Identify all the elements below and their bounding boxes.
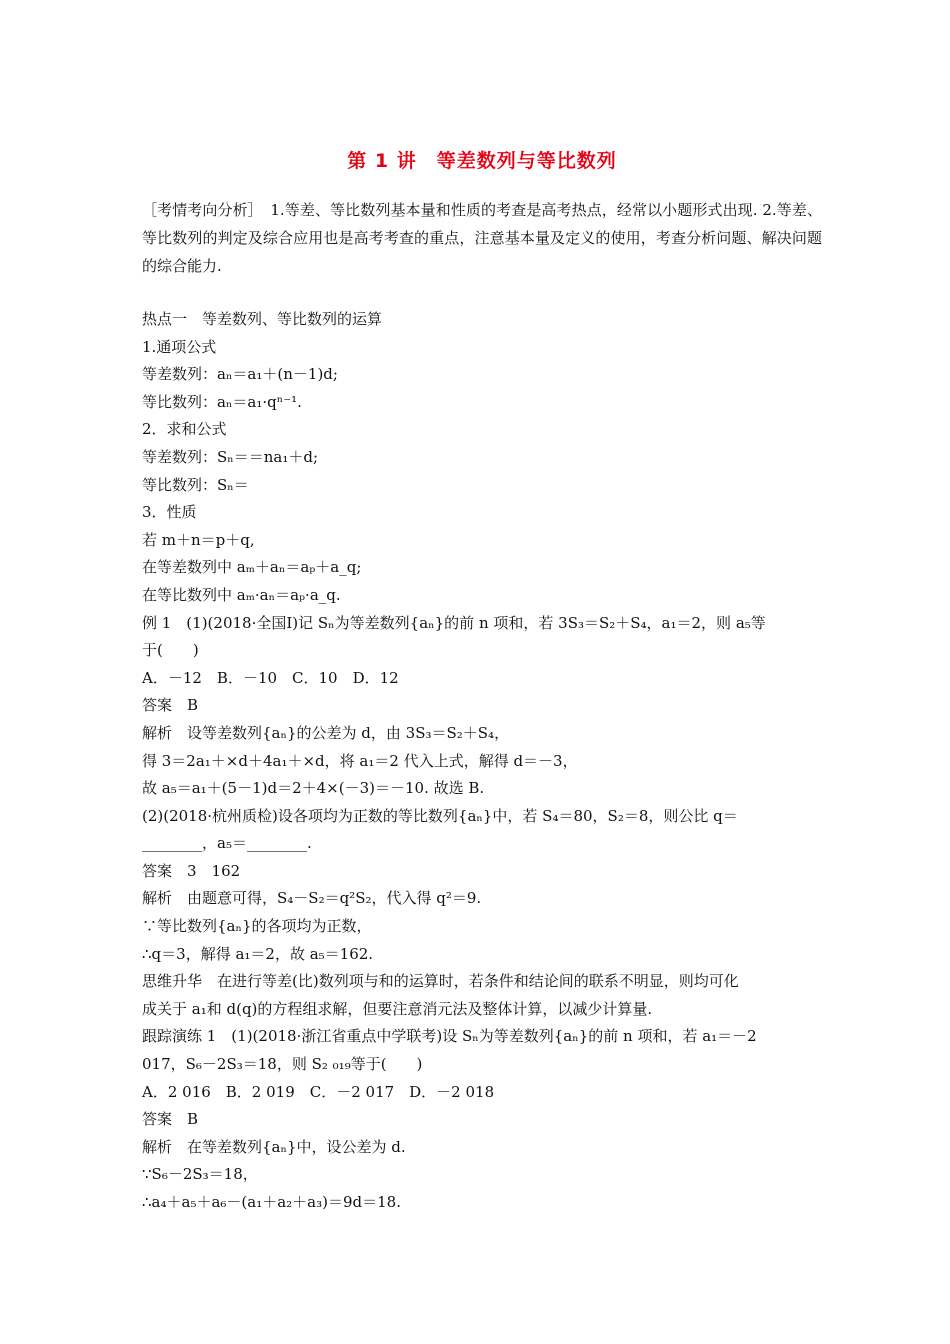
text-line: 若 m＋n＝p＋q, [142,530,255,549]
subheading-sum-formula: 2．求和公式 [142,420,227,439]
solution-line: ∵等比数列{aₙ}的各项均为正数， [142,917,372,936]
example-question: (2)(2018·杭州质检)设各项均为正数的等比数列{aₙ}中，若 S₄＝80，S₂＝8，则公比 q＝ [142,806,738,825]
summary-line: 思维升华 在进行等差(比)数列项与和的运算时，若条件和结论间的联系不明显，则均可化 [142,972,739,991]
solution-line: 解析 设等差数列{aₙ}的公差为 d，由 3S₃＝S₂＋S₄， [142,723,510,742]
solution-line: ∵S₆－2S₃＝18， [142,1165,258,1184]
content-lines [142,306,822,1217]
example-question: 例 1 (1)(2018·全国Ⅰ)记 Sₙ为等差数列{aₙ}的前 n 项和，若 3S₃＝S₂＋S₄，a₁＝2，则 a₅等 [142,613,766,632]
exam-analysis-paragraph: ［考情考向分析］ 1.等差、等比数列基本量和性质的考查是高考热点，经常以小题形式出现. 2.等差、等比数列的判定及综合应用也是高考考查的重点，注意基本量及定义的使用，考查分析问题、解决问题的综合能力. [142,201,822,275]
text-line: 在等差数列中 aₘ＋aₙ＝aₚ＋a_q; [142,558,362,577]
solution-line: ∴q＝3，解得 a₁＝2，故 a₅＝162. [142,944,374,963]
subheading-general-term: 1.通项公式 [142,337,217,356]
example-question: 于( ) [142,641,199,660]
text-line: 在等比数列中 aₘ·aₙ＝aₚ·a_q. [142,585,341,604]
text-line: 等差数列：Sₙ＝＝na₁＋d; [142,447,319,466]
answer-line: 答案 B [142,1110,199,1129]
answer-options: A．－12 B．－10 C．10 D．12 [142,668,399,687]
example-question: ________，a₅＝________. [142,834,312,853]
solution-line: 故 a₅＝a₁＋(5－1)d＝2＋4×(－3)＝－10. 故选 B. [142,779,485,798]
subheading-properties: 3．性质 [142,503,197,522]
practice-question: 017，S₆－2S₃＝18，则 S₂ ₀₁₉等于( ) [142,1055,423,1074]
text-line: 等差数列：aₙ＝a₁＋(n－1)d; [142,365,338,384]
solution-line: 得 3＝2a₁＋×d＋4a₁＋×d，将 a₁＝2 代入上式，解得 d＝－3， [142,751,578,770]
answer-options: A．2 016 B．2 019 C．－2 017 D．－2 018 [142,1082,495,1101]
summary-line: 成关于 a₁和 d(q)的方程组求解，但要注意消元法及整体计算，以减少计算量. [142,999,653,1018]
answer-line: 答案 3 162 [142,861,241,880]
practice-question: 跟踪演练 1 (1)(2018·浙江省重点中学联考)设 Sₙ为等差数列{aₙ}的前 n 项和，若 a₁＝－2 [142,1027,757,1046]
answer-line: 答案 B [142,696,199,715]
solution-line: 解析 在等差数列{aₙ}中，设公差为 d. [142,1137,406,1156]
text-line: 等比数列：aₙ＝a₁·qⁿ⁻¹. [142,392,302,411]
solution-line: 解析 由题意可得，S₄－S₂＝q²S₂，代入得 q²＝9. [142,889,482,908]
solution-line: ∴a₄＋a₅＋a₆－(a₁＋a₂＋a₃)＝9d＝18. [142,1193,401,1211]
page-title: 第 1 讲 等差数列与等比数列 [347,150,617,172]
text-line: 等比数列：Sₙ＝ [142,475,249,494]
section-heading: 热点一 等差数列、等比数列的运算 [142,310,383,328]
